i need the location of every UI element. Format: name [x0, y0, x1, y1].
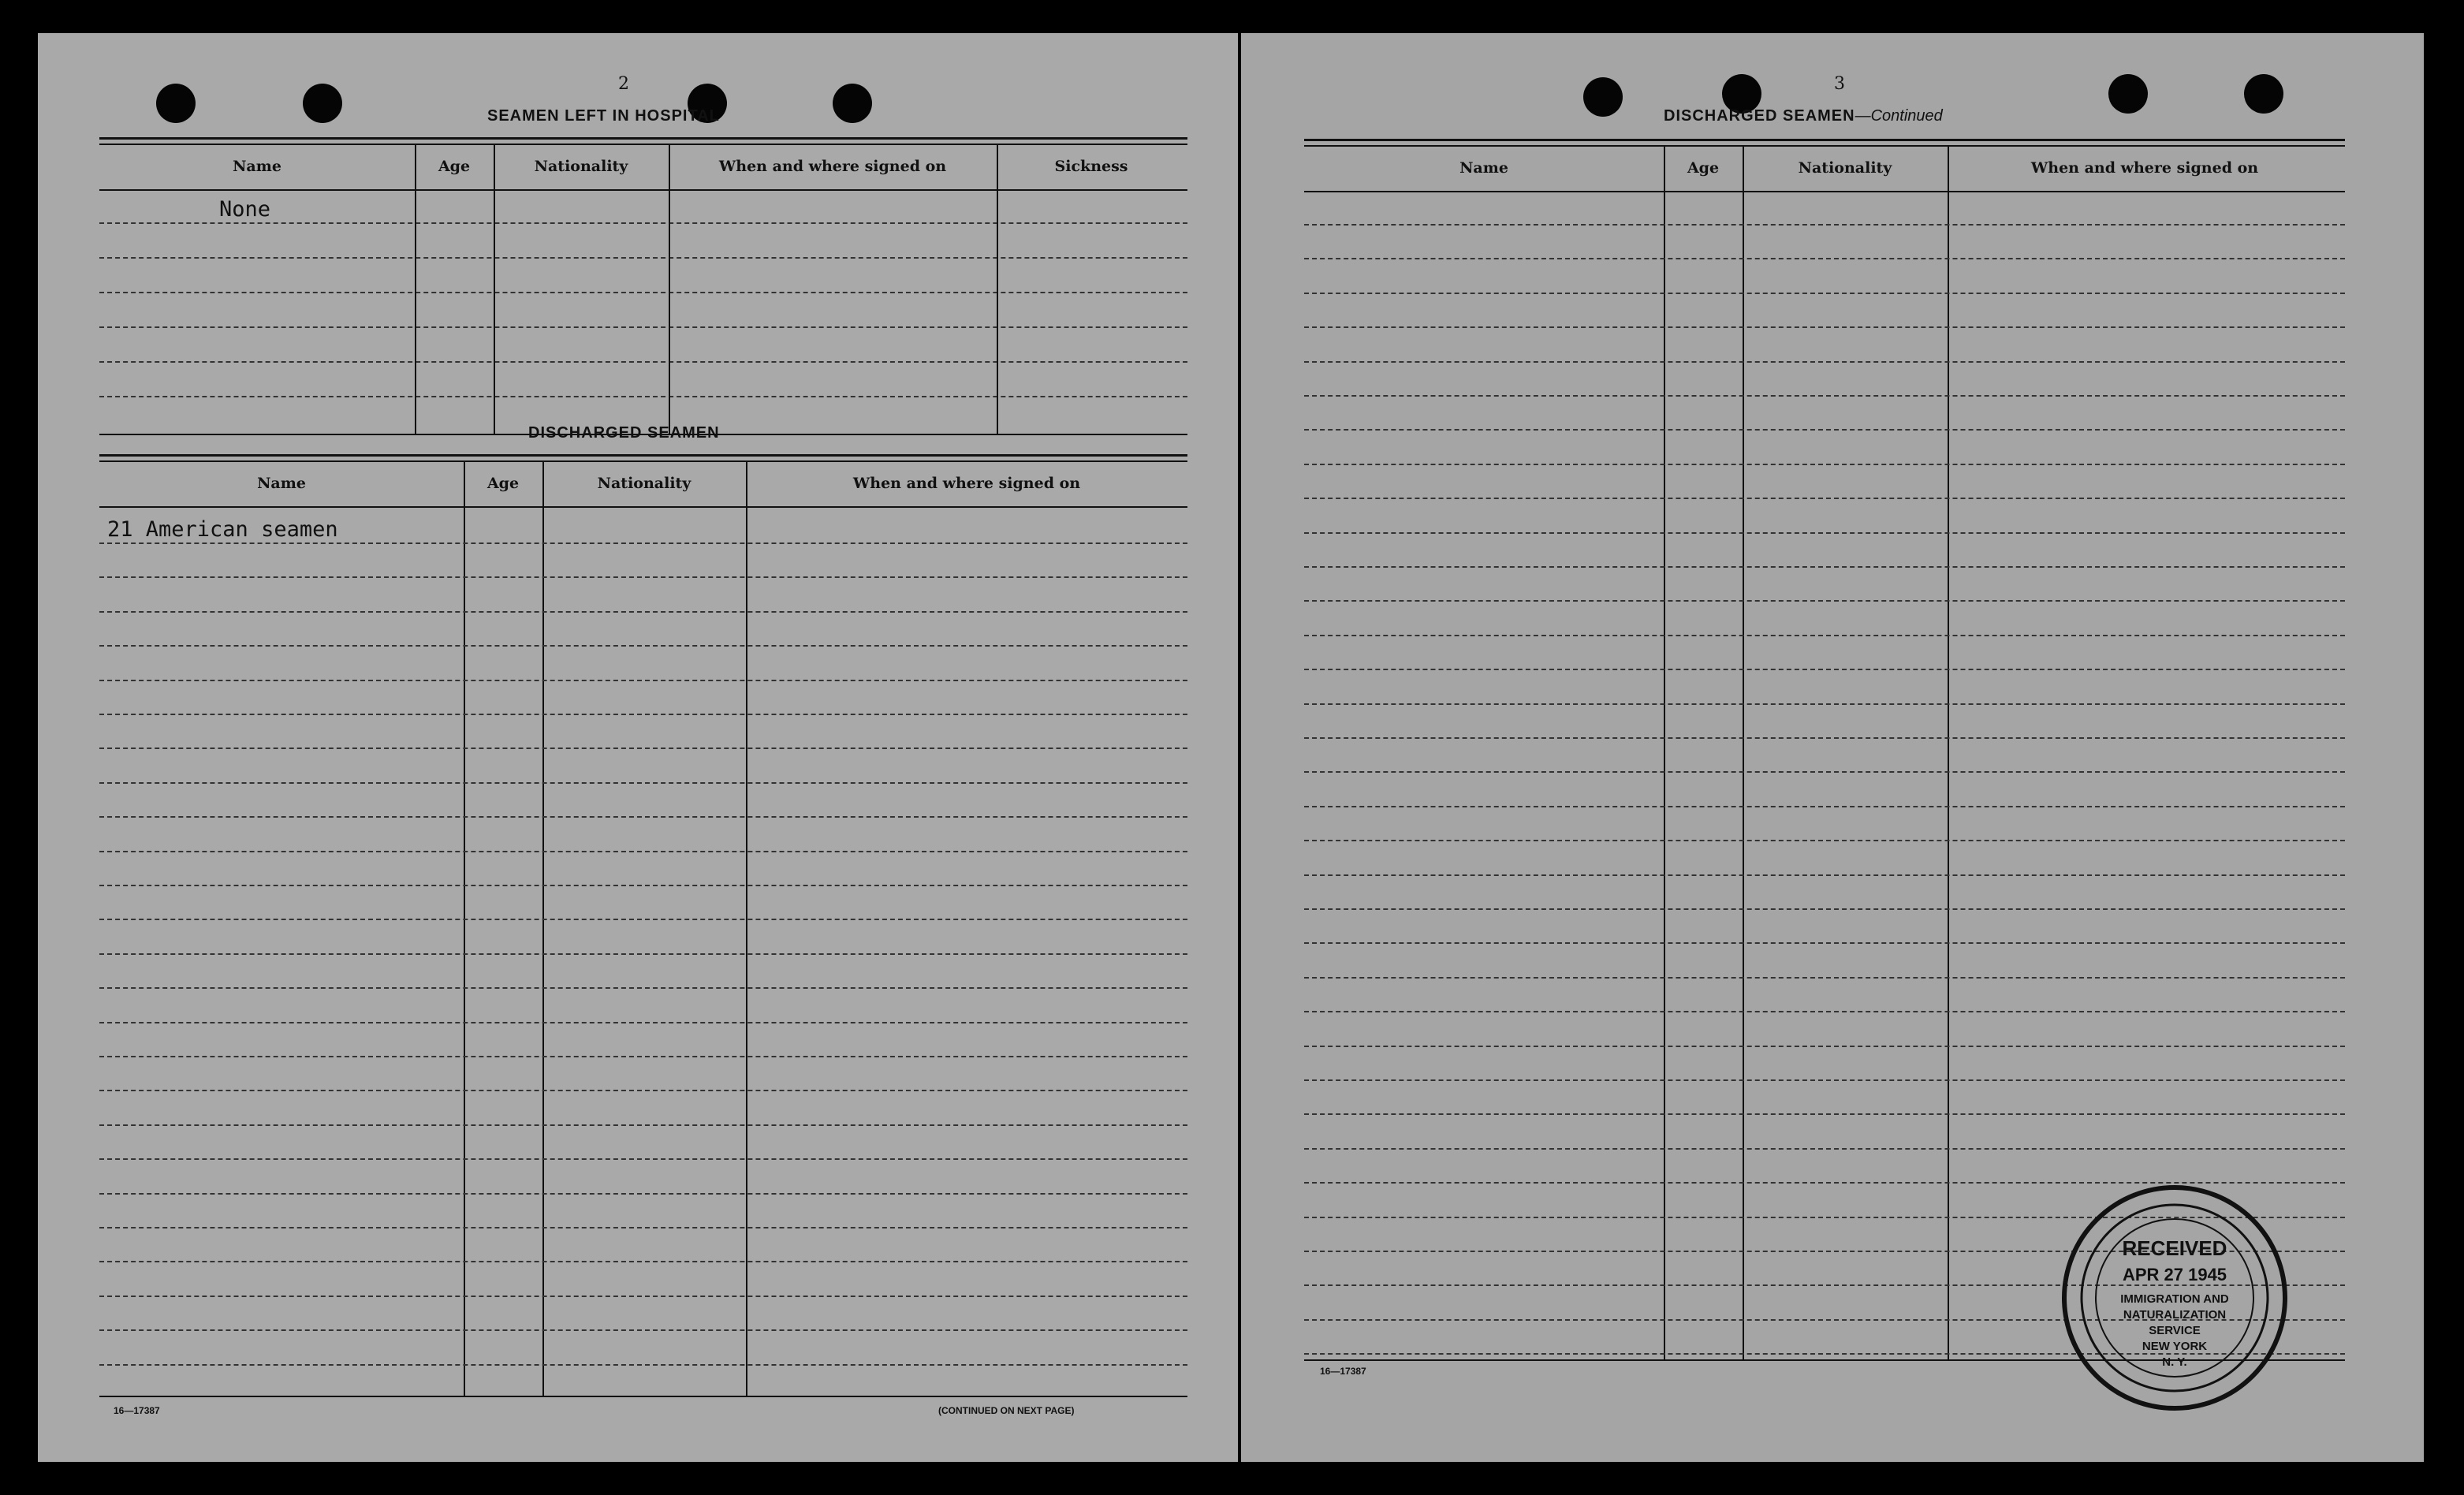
ruled-line [99, 1364, 1187, 1366]
discharged-entry: 21 American seamen [107, 517, 338, 542]
ruled-line [1304, 635, 2345, 636]
ruled-line [1304, 532, 2345, 534]
punch-hole [156, 84, 196, 123]
hospital-table [99, 137, 1187, 437]
form-number: 16—17387 [114, 1405, 160, 1416]
ruled-line [1304, 771, 2345, 773]
ruled-line [1304, 293, 2345, 294]
discharged-table [99, 454, 1187, 1400]
ruled-line [99, 611, 1187, 613]
ruled-line [99, 1056, 1187, 1057]
ruled-line [1304, 464, 2345, 465]
col-header-age: Age [486, 475, 520, 492]
ruled-line [99, 645, 1187, 647]
ruled-line [1304, 600, 2345, 602]
col-header-signed-on: When and where signed on [852, 475, 1081, 492]
hospital-section-title: SEAMEN LEFT IN HOSPITAL [487, 107, 720, 125]
col-header-name: Name [233, 158, 281, 175]
col-header-age: Age [1687, 159, 1720, 177]
section-title-main: DISCHARGED SEAMEN [1664, 107, 1855, 125]
discharged-section-title: DISCHARGED SEAMEN [528, 424, 720, 442]
stamp-line3: NATURALIZATION [2123, 1308, 2227, 1322]
ruled-line [1304, 429, 2345, 431]
col-header-signed-on: When and where signed on [2030, 159, 2259, 177]
ruled-line [99, 1296, 1187, 1297]
left-page [38, 33, 1238, 1462]
punch-hole [2108, 74, 2148, 114]
ruled-line [1304, 874, 2345, 876]
ruled-line [1304, 1046, 2345, 1047]
col-header-nationality: Nationality [534, 158, 628, 175]
section-title [1664, 107, 1943, 125]
ruled-line [99, 1329, 1187, 1331]
col-header-nationality: Nationality [597, 475, 691, 492]
punch-hole [303, 84, 342, 123]
stamp-line2: IMMIGRATION AND [2120, 1292, 2229, 1306]
ruled-line [99, 782, 1187, 784]
ruled-line [1304, 908, 2345, 910]
ruled-line [1304, 395, 2345, 397]
ruled-line [1304, 977, 2345, 979]
ruled-line [1304, 703, 2345, 705]
ruled-line [99, 748, 1187, 749]
stamp-date: APR 27 1945 [2122, 1265, 2227, 1284]
ruled-line [1304, 1148, 2345, 1150]
ruled-line [1304, 566, 2345, 568]
ruled-line [99, 1090, 1187, 1091]
ruled-line [99, 1193, 1187, 1195]
ruled-line [99, 714, 1187, 715]
ruled-line [1304, 258, 2345, 259]
col-header-sickness: Sickness [1054, 158, 1128, 175]
ruled-line [1304, 942, 2345, 944]
ruled-line [99, 1158, 1187, 1160]
page-number: 2 [618, 74, 629, 94]
ruled-line [99, 885, 1187, 886]
ruled-line [1304, 1011, 2345, 1012]
col-header-name: Name [257, 475, 306, 492]
ruled-line [1304, 326, 2345, 328]
punch-hole [833, 84, 872, 123]
punch-hole [1583, 77, 1623, 117]
ruled-line [1304, 1079, 2345, 1081]
col-header-signed-on: When and where signed on [718, 158, 947, 175]
continued-note: (CONTINUED ON NEXT PAGE) [938, 1405, 1075, 1416]
ruled-line [99, 953, 1187, 955]
ruled-line [99, 542, 1187, 544]
punch-hole [2244, 74, 2283, 114]
ruled-line [99, 919, 1187, 920]
ruled-line [1304, 806, 2345, 807]
page-number: 3 [1834, 74, 1845, 94]
ruled-line [99, 1227, 1187, 1228]
ruled-line [1304, 361, 2345, 363]
stamp-line6: N. Y. [2162, 1355, 2187, 1369]
stamp-line5: NEW YORK [2142, 1340, 2208, 1353]
col-header-age: Age [438, 158, 471, 175]
col-header-name: Name [1459, 159, 1508, 177]
ruled-line [99, 576, 1187, 578]
col-header-nationality: Nationality [1798, 159, 1892, 177]
form-number: 16—17387 [1320, 1366, 1366, 1377]
stamp-line4: SERVICE [2149, 1324, 2201, 1337]
ruled-line [1304, 1113, 2345, 1115]
ruled-line [1304, 737, 2345, 739]
ruled-line [1304, 224, 2345, 226]
hospital-entry: None [219, 197, 271, 222]
ruled-line [1304, 840, 2345, 841]
ruled-line [99, 1261, 1187, 1262]
received-stamp [2056, 1180, 2293, 1416]
stamp-received: RECEIVED [2122, 1236, 2227, 1260]
ruled-line [99, 680, 1187, 681]
ruled-line [99, 987, 1187, 989]
ruled-line [1304, 498, 2345, 499]
ruled-line [99, 1022, 1187, 1023]
ruled-line [99, 816, 1187, 818]
ruled-line [99, 1124, 1187, 1126]
section-title-suffix: —Continued [1855, 107, 1943, 125]
ruled-line [99, 851, 1187, 852]
ruled-line [1304, 669, 2345, 670]
